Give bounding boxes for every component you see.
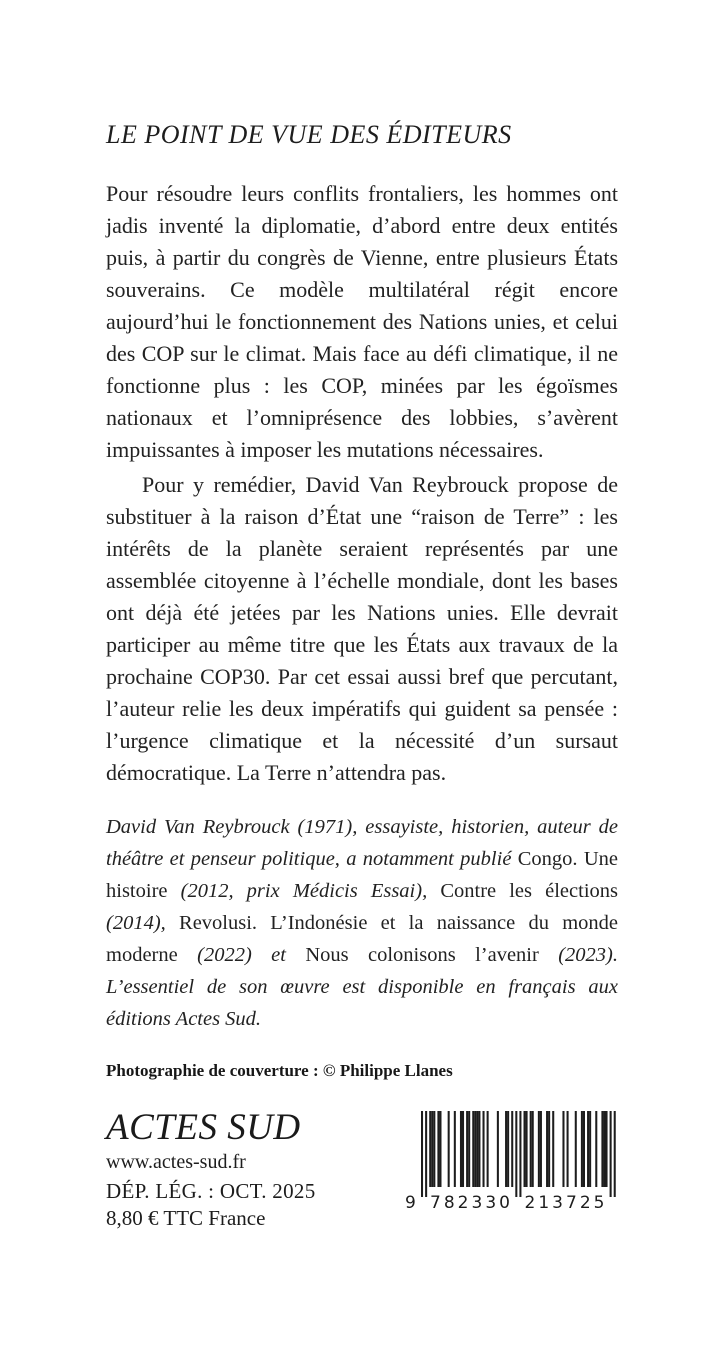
photo-credit: Photographie de couverture : © Philippe Llanes <box>106 1061 453 1080</box>
ean13-barcode <box>404 1111 618 1211</box>
svg-text:213725: 213725 <box>524 1193 605 1211</box>
bio-segment: (2012, prix Médicis Essai), <box>167 880 441 902</box>
bio-segment: Congo. Une histoire <box>106 848 618 902</box>
page-title: LE POINT DE VUE DES ÉDITEURS <box>106 120 512 149</box>
cover-content <box>106 0 618 1229</box>
svg-text:9: 9 <box>405 1193 416 1211</box>
blurb-paragraph-1: Pour résoudre leurs conflits frontaliers, les hommes ont jadis inventé la diplomatie, d’abord entre deux entités puis, à partir du congrès de Vienne, entre plusieurs États souverains. Ce modèle multilatéral régit encore aujourd’hui le fonctionnement des Nations unies, et celui des COP sur le climat. Mais face au défi climatique, il ne fonctionne plus : les COP, minées par les égoïsmes nationaux et l’omniprésence des lobbies, s’avèrent impuissantes à imposer les mutations nécessaires. <box>106 181 618 462</box>
footer <box>106 1109 618 1229</box>
publisher-website: www.actes-sud.fr <box>106 1151 246 1173</box>
bio-segment: Nous colonisons l’avenir <box>305 944 539 966</box>
author-bio <box>106 811 618 1035</box>
bio-segment: Revolusi. L’Indonésie et la naissance du monde moderne <box>106 912 618 966</box>
bio-segment: David Van Reybrouck (1971), essayiste, historien, auteur de théâtre et penseur politique, a notamment publié <box>106 816 618 870</box>
publisher-logo: ACTES SUD <box>106 1107 301 1148</box>
publisher-block <box>106 1109 316 1229</box>
svg-text:782330: 782330 <box>430 1193 510 1211</box>
bio-segment: (2022) et <box>177 944 306 966</box>
bio-segment: (2023). L’essentiel de son œuvre est disponible en français aux éditions Actes Sud. <box>106 944 619 1030</box>
bio-segment: Contre les élections <box>440 880 618 902</box>
blurb-paragraph-2: Pour y remédier, David Van Reybrouck propose de substituer à la raison d’État une “raison de Terre” : les intérêts de la planète seraient représentés par une assemblée citoyenne à l’échelle mondiale, dont les bases ont déjà été jetées par les Nations unies. Elle devrait participer au même titre que les États aux travaux de la prochaine COP30. Par cet essai aussi bref que percutant, l’auteur relie les deux impératifs qui guident sa pensée : l’urgence climatique et la nécessité d’un sursaut démocratique. La Terre n’attendra pas. <box>106 472 618 785</box>
bio-segment: (2014), <box>106 912 180 934</box>
legal-deposit: DÉP. LÉG. : OCT. 2025 <box>106 1179 316 1203</box>
price: 8,80 € TTC France <box>106 1206 266 1230</box>
